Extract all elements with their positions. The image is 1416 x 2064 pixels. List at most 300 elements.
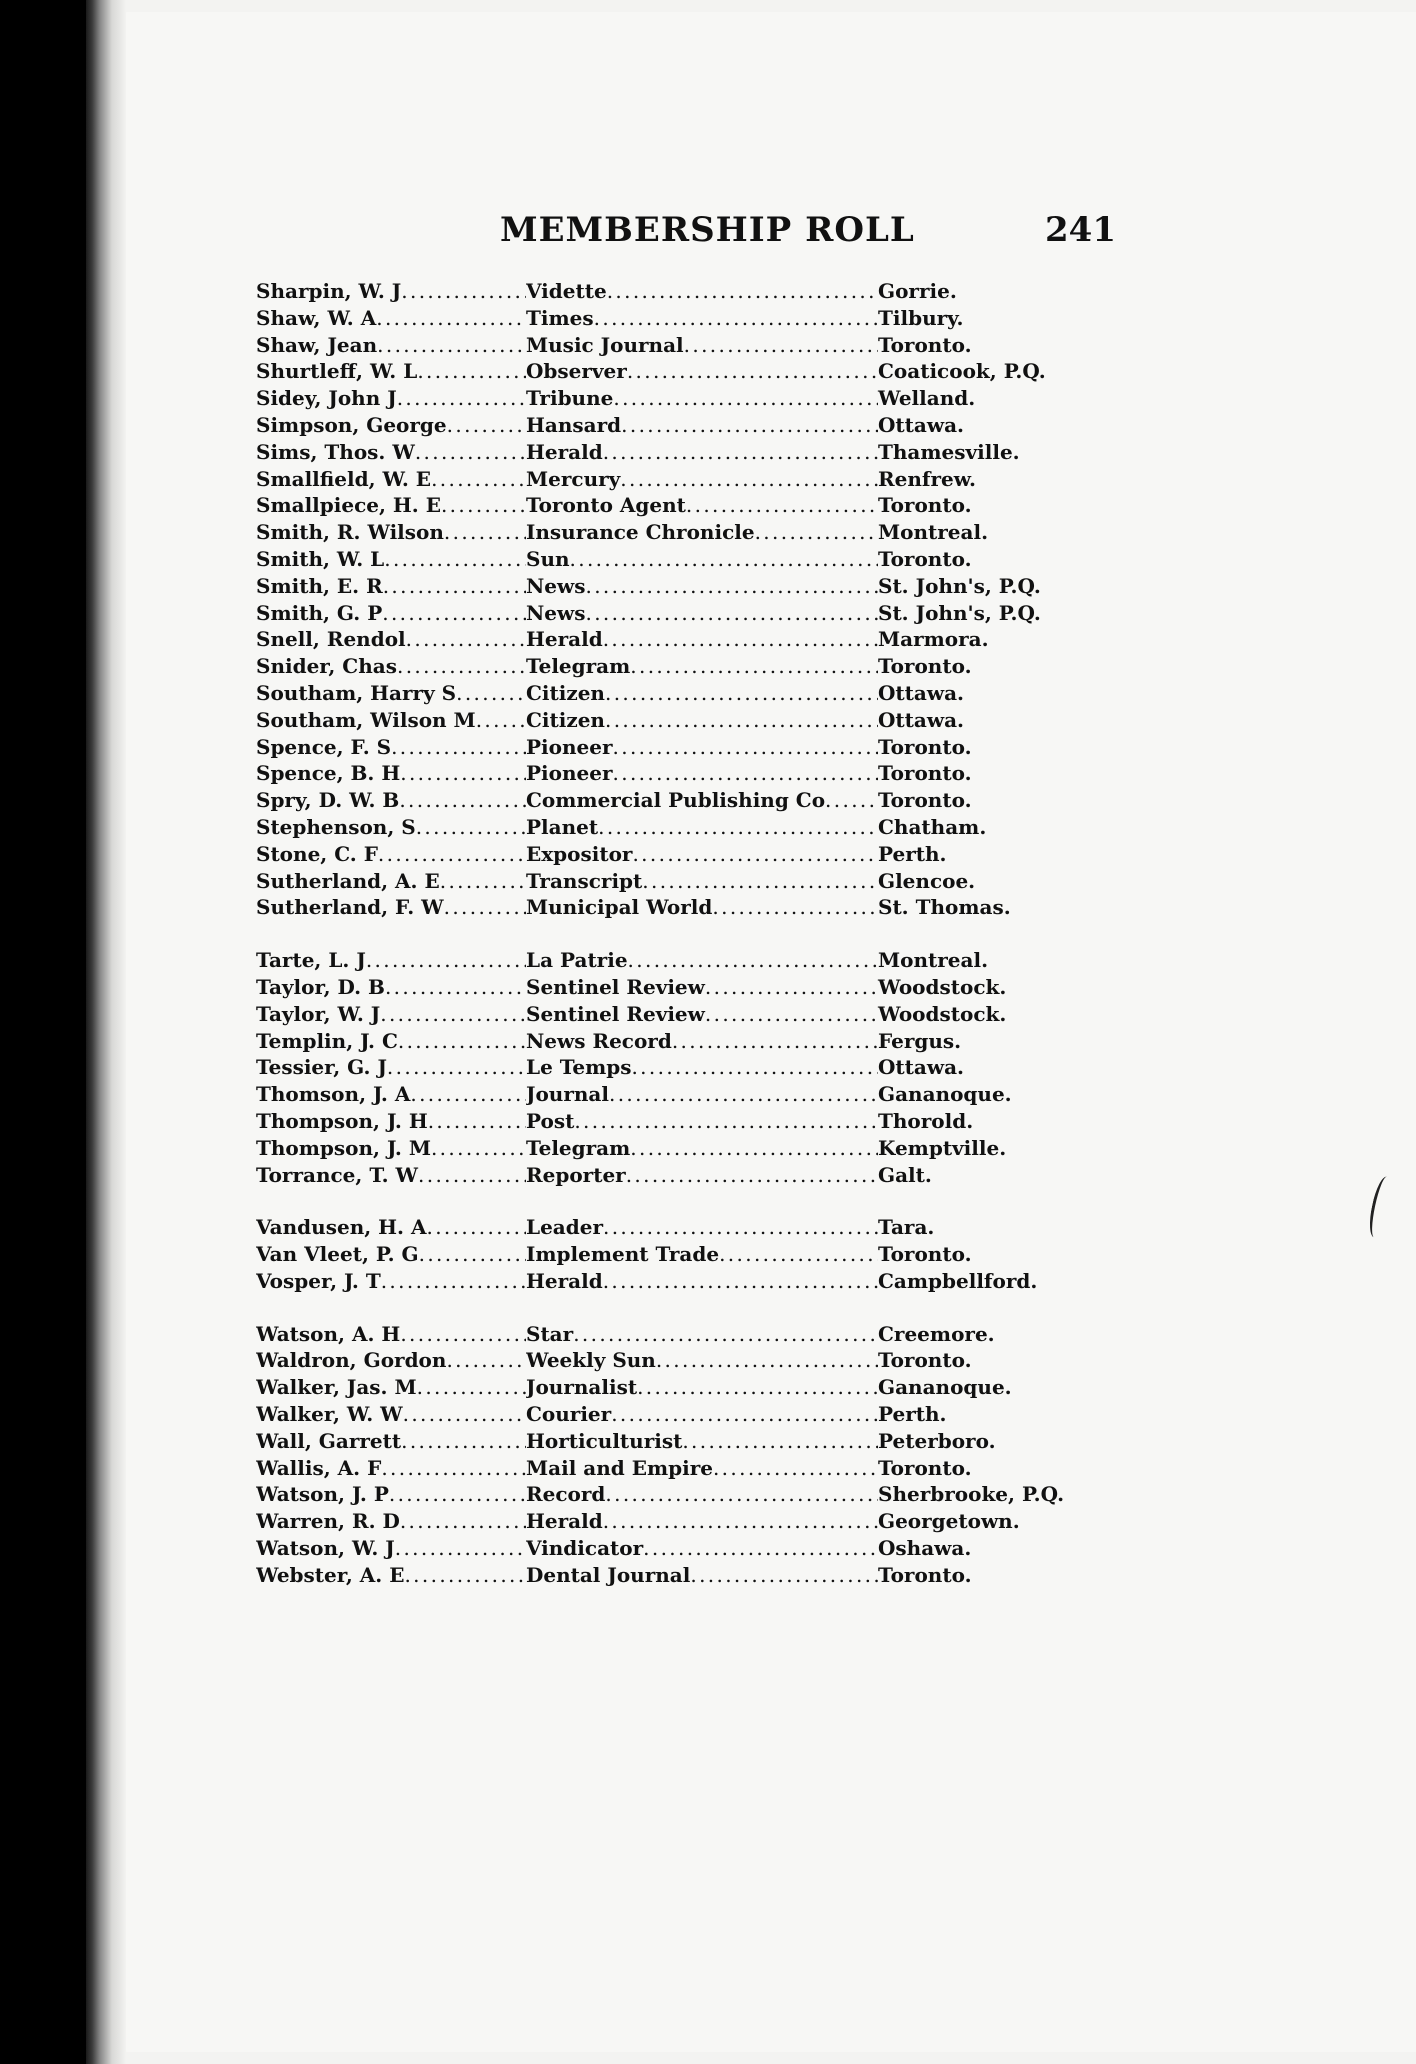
publication-name: Commercial Publishing Co [526,788,826,813]
member-name-cell [256,358,526,385]
dot-leader [401,1428,526,1455]
member-location: Gananoque. [878,1082,1012,1107]
dot-leader [682,1428,878,1455]
publication-cell [526,974,878,1001]
member-row [256,626,1076,653]
member-name: Stephenson, S [256,814,416,839]
member-row [256,1508,1076,1535]
member-name-cell [256,546,526,573]
publication-name: News Record [526,1028,672,1053]
publication-cell [526,1562,878,1589]
member-name: Stone, C. F [256,841,378,866]
member-location: Gorrie. [878,279,957,303]
dot-leader [632,841,878,868]
member-name: Sutherland, A. E [256,868,440,893]
dot-leader [719,1241,878,1268]
page-header [500,210,1116,250]
section-gap [256,1188,1076,1214]
member-location: Campbellford. [878,1268,1038,1293]
dot-leader [395,1535,526,1562]
member-name-cell [256,1562,526,1589]
publication-cell [526,841,878,868]
member-name-cell [256,760,526,787]
member-row [256,1268,1076,1295]
publication-name: Herald [526,1509,603,1534]
publication-cell [526,1347,878,1374]
dot-leader [684,332,878,359]
member-name-cell [256,787,526,814]
member-name-cell [256,1081,526,1108]
member-location: Peterboro. [878,1428,996,1453]
member-name-cell [256,1455,526,1482]
member-location: Toronto. [878,761,972,786]
dot-leader [415,439,526,466]
member-location: Toronto. [878,1455,972,1480]
dot-leader [630,1135,878,1162]
dot-leader [400,1321,526,1348]
member-name: Taylor, W. J [256,1001,381,1026]
publication-cell [526,787,878,814]
member-name-cell [256,894,526,921]
publication-cell [526,1374,878,1401]
member-name: Walker, W. W [256,1402,403,1427]
publication-cell [526,626,878,653]
dot-leader [573,1321,878,1348]
publication-cell [526,412,878,439]
dot-leader [382,600,526,627]
dot-leader [643,1535,878,1562]
member-row [256,787,1076,814]
dot-leader [755,519,878,546]
publication-name: Star [526,1321,574,1346]
member-name-cell [256,680,526,707]
member-name-cell [256,947,526,974]
dot-leader [380,1001,526,1028]
publication-name: Mail and Empire [526,1455,713,1480]
member-row [256,680,1076,707]
dot-leader [630,653,878,680]
publication-cell [526,519,878,546]
publication-name: Toronto Agent [526,493,686,518]
member-name-cell [256,868,526,895]
publication-cell [526,1401,878,1428]
publication-name: Herald [526,439,603,464]
publication-cell [526,546,878,573]
member-name-cell [256,305,526,332]
publication-name: Vidette [526,279,607,303]
publication-name: Herald [526,1268,603,1293]
member-name: Tarte, L. J [256,948,366,973]
dot-leader [705,974,878,1001]
member-location: Toronto. [878,734,972,759]
dot-leader [656,1347,878,1374]
member-name-cell [256,573,526,600]
member-location: Tara. [878,1215,935,1240]
publication-name: Mercury [526,466,621,491]
section-gap [256,921,1076,947]
page-number: 241 [1045,210,1116,250]
dot-leader [410,1081,526,1108]
dot-leader [613,760,878,787]
member-name-cell [256,600,526,627]
publication-cell [526,1054,878,1081]
publication-name: Expositor [526,841,633,866]
publication-name: Planet [526,814,599,839]
dot-leader [605,707,878,734]
dot-leader [611,1401,878,1428]
member-location: St. John's, P.Q. [878,573,1041,598]
member-name: Smallpiece, H. E [256,493,441,518]
member-location: Sherbrooke, P.Q. [878,1482,1065,1507]
member-row [256,760,1076,787]
dot-leader [428,1108,526,1135]
member-name: Taylor, D. B [256,974,385,999]
member-location: Toronto. [878,493,972,518]
dot-leader [637,1374,878,1401]
member-name: Shaw, Jean [256,332,378,357]
member-name: Webster, A. E [256,1562,405,1587]
publication-cell [526,868,878,895]
member-row [256,439,1076,466]
member-name: Vandusen, H. A [256,1215,427,1240]
member-row [256,332,1076,359]
publication-name: Hansard [526,412,622,437]
member-location: Ottawa. [878,680,964,705]
dot-leader [427,1214,527,1241]
member-name: Sidey, John J [256,386,397,411]
member-name: Southam, Harry S [256,680,457,705]
dot-leader [431,1135,526,1162]
member-row [256,1241,1076,1268]
member-name-cell [256,466,526,493]
publication-cell [526,278,878,305]
member-name: Smallfield, W. E [256,466,432,491]
member-name-cell [256,1241,526,1268]
member-name: Shaw, W. A [256,305,377,330]
dot-leader [603,626,878,653]
member-row [256,358,1076,385]
member-row [256,1481,1076,1508]
dot-leader [431,466,526,493]
member-name-cell [256,814,526,841]
member-location: Toronto. [878,788,972,813]
publication-name: Insurance Chronicle [526,520,755,545]
member-name-cell [256,1028,526,1055]
member-row [256,1455,1076,1482]
member-row [256,1401,1076,1428]
publication-name: Post [526,1108,575,1133]
dot-leader [447,412,526,439]
member-location: Toronto. [878,1348,972,1373]
member-name-cell [256,1481,526,1508]
publication-name: Record [526,1482,606,1507]
publication-cell [526,600,878,627]
publication-name: Times [526,305,594,330]
member-name-cell [256,707,526,734]
dot-leader [397,653,526,680]
dot-leader [387,1054,526,1081]
member-name: Smith, R. Wilson [256,520,444,545]
dot-leader [376,305,526,332]
member-name-cell [256,1268,526,1295]
member-row [256,1321,1076,1348]
publication-cell [526,492,878,519]
dot-leader [609,1081,878,1108]
dot-leader [381,1455,526,1482]
member-name-cell [256,1535,526,1562]
member-row [256,1347,1076,1374]
dot-leader [441,492,526,519]
page-title: MEMBERSHIP ROLL [500,210,915,250]
member-row [256,894,1076,921]
dot-leader [398,1028,526,1055]
member-name-cell [256,626,526,653]
member-row [256,385,1076,412]
publication-cell [526,894,878,921]
member-name: Spry, D. W. B [256,788,400,813]
member-name-cell [256,278,526,305]
member-name: Templin, J. C [256,1028,398,1053]
dot-leader [627,358,878,385]
publication-name: Sun [526,546,570,571]
member-row [256,1081,1076,1108]
member-name-cell [256,974,526,1001]
dot-leader [366,947,526,974]
member-row [256,868,1076,895]
publication-name: Herald [526,627,603,652]
publication-name: Sentinel Review [526,974,705,999]
member-name: Warren, R. D [256,1509,400,1534]
publication-cell [526,1001,878,1028]
member-name: Sims, Thos. W [256,439,415,464]
member-location: Coaticook, P.Q. [878,359,1046,384]
publication-name: Music Journal [526,332,684,357]
dot-leader [686,492,878,519]
member-name: Simpson, George [256,412,447,437]
dot-leader [381,1268,526,1295]
dot-leader [444,894,526,921]
publication-cell [526,1321,878,1348]
member-row [256,814,1076,841]
member-row [256,1562,1076,1589]
member-row [256,734,1076,761]
publication-cell [526,814,878,841]
member-row [256,1054,1076,1081]
member-name: Southam, Wilson M [256,707,476,732]
dot-leader [406,626,526,653]
publication-name: Vindicator [526,1536,644,1561]
member-location: Gananoque. [878,1375,1012,1400]
dot-leader [389,1481,526,1508]
member-name-cell [256,412,526,439]
publication-name: Weekly Sun [526,1348,656,1373]
member-name-cell [256,841,526,868]
publication-name: Pioneer [526,761,613,786]
member-row [256,1214,1076,1241]
member-row [256,947,1076,974]
dot-leader [690,1562,878,1589]
publication-cell [526,385,878,412]
dot-leader [400,1508,526,1535]
publication-cell [526,439,878,466]
member-location: Montreal. [878,948,989,973]
member-name-cell [256,1428,526,1455]
member-name-cell [256,653,526,680]
member-name: Spence, F. S [256,734,392,759]
publication-cell [526,1081,878,1108]
member-name: Tessier, G. J [256,1055,387,1080]
member-location: Renfrew. [878,466,976,491]
member-location: Toronto. [878,654,972,679]
dot-leader [397,385,526,412]
member-row [256,707,1076,734]
member-location: Chatham. [878,814,987,839]
member-row [256,1162,1076,1189]
dot-leader [419,1241,526,1268]
member-row [256,653,1076,680]
dot-leader [383,573,526,600]
publication-cell [526,1268,878,1295]
member-row [256,466,1076,493]
dot-leader [570,546,878,573]
dot-leader [377,332,526,359]
dot-leader [628,947,878,974]
member-row [256,1001,1076,1028]
publication-cell [526,1108,878,1135]
member-name-cell [256,1214,526,1241]
member-name: Snider, Chas [256,654,397,679]
member-location: Welland. [878,386,976,411]
member-name: Smith, W. L [256,546,385,571]
member-row [256,492,1076,519]
dot-leader [378,841,526,868]
publication-cell [526,1508,878,1535]
dot-leader [672,1028,878,1055]
member-location: Creemore. [878,1321,995,1346]
member-location: Ottawa. [878,707,964,732]
dot-leader [631,1054,878,1081]
dot-leader [825,787,878,814]
dot-leader [404,1562,526,1589]
member-name: Smith, G. P [256,600,383,625]
member-location: Ottawa. [878,412,964,437]
publication-name: Citizen [526,707,605,732]
member-name: Thomson, J. A [256,1082,411,1107]
member-location: Thamesville. [878,439,1020,464]
dot-leader [574,1108,878,1135]
member-row [256,841,1076,868]
member-name: Watson, W. J [256,1536,395,1561]
member-location: Tilbury. [878,305,964,330]
publication-cell [526,1241,878,1268]
member-name-cell [256,385,526,412]
dot-leader [642,868,878,895]
member-location: Glencoe. [878,868,976,893]
publication-name: Tribune [526,386,614,411]
member-name: Watson, A. H [256,1321,401,1346]
publication-cell [526,707,878,734]
member-location: Woodstock. [878,1001,1007,1026]
publication-name: Horticulturist [526,1428,683,1453]
dot-leader [446,1347,526,1374]
dot-leader [391,734,526,761]
member-name: Snell, Rendol [256,627,406,652]
member-name-cell [256,1108,526,1135]
member-location: Fergus. [878,1028,962,1053]
member-name: Spence, B. H [256,761,401,786]
publication-name: Sentinel Review [526,1001,705,1026]
member-name: Waldron, Gordon [256,1348,447,1373]
dot-leader [712,894,878,921]
member-name: Shurtleff, W. L [256,359,418,384]
publication-cell [526,1214,878,1241]
dot-leader [613,734,878,761]
dot-leader [603,439,878,466]
member-name-cell [256,734,526,761]
dot-leader [585,573,878,600]
publication-cell [526,305,878,332]
dot-leader [444,519,526,546]
member-name: Walker, Jas. M [256,1375,417,1400]
dot-leader [400,760,526,787]
publication-cell [526,680,878,707]
member-name: Thompson, J. H [256,1108,428,1133]
member-name: Thompson, J. M [256,1135,431,1160]
member-name-cell [256,1508,526,1535]
dot-leader [605,680,878,707]
dot-leader [613,385,878,412]
dot-leader [620,466,878,493]
member-name-cell [256,332,526,359]
dot-leader [621,412,878,439]
member-row [256,600,1076,627]
member-location: Montreal. [878,520,989,545]
member-location: Galt. [878,1162,932,1187]
member-row [256,1374,1076,1401]
member-location: Woodstock. [878,974,1007,999]
member-name: Vosper, J. T [256,1268,381,1293]
member-location: Perth. [878,1402,947,1427]
member-name: Torrance, T. W [256,1162,419,1187]
publication-name: Implement Trade [526,1242,720,1267]
dot-leader [403,1401,526,1428]
dot-leader [476,707,526,734]
publication-name: Telegram [526,1135,631,1160]
member-name-cell [256,1374,526,1401]
publication-name: Pioneer [526,734,613,759]
dot-leader [440,868,526,895]
publication-name: News [526,600,586,625]
member-row [256,412,1076,439]
member-row [256,974,1076,1001]
publication-cell [526,1455,878,1482]
publication-cell [526,573,878,600]
publication-name: Dental Journal [526,1562,691,1587]
dot-leader [594,305,878,332]
member-name: Watson, J. P [256,1482,389,1507]
dot-leader [456,680,526,707]
dot-leader [418,1162,526,1189]
member-location: Thorold. [878,1108,974,1133]
publication-cell [526,332,878,359]
member-name-cell [256,439,526,466]
publication-cell [526,734,878,761]
member-name: Sutherland, F. W [256,895,444,920]
member-location: Marmora. [878,627,989,652]
publication-name: Telegram [526,654,631,679]
publication-name: Leader [526,1215,603,1240]
member-name: Wall, Garrett [256,1428,402,1453]
